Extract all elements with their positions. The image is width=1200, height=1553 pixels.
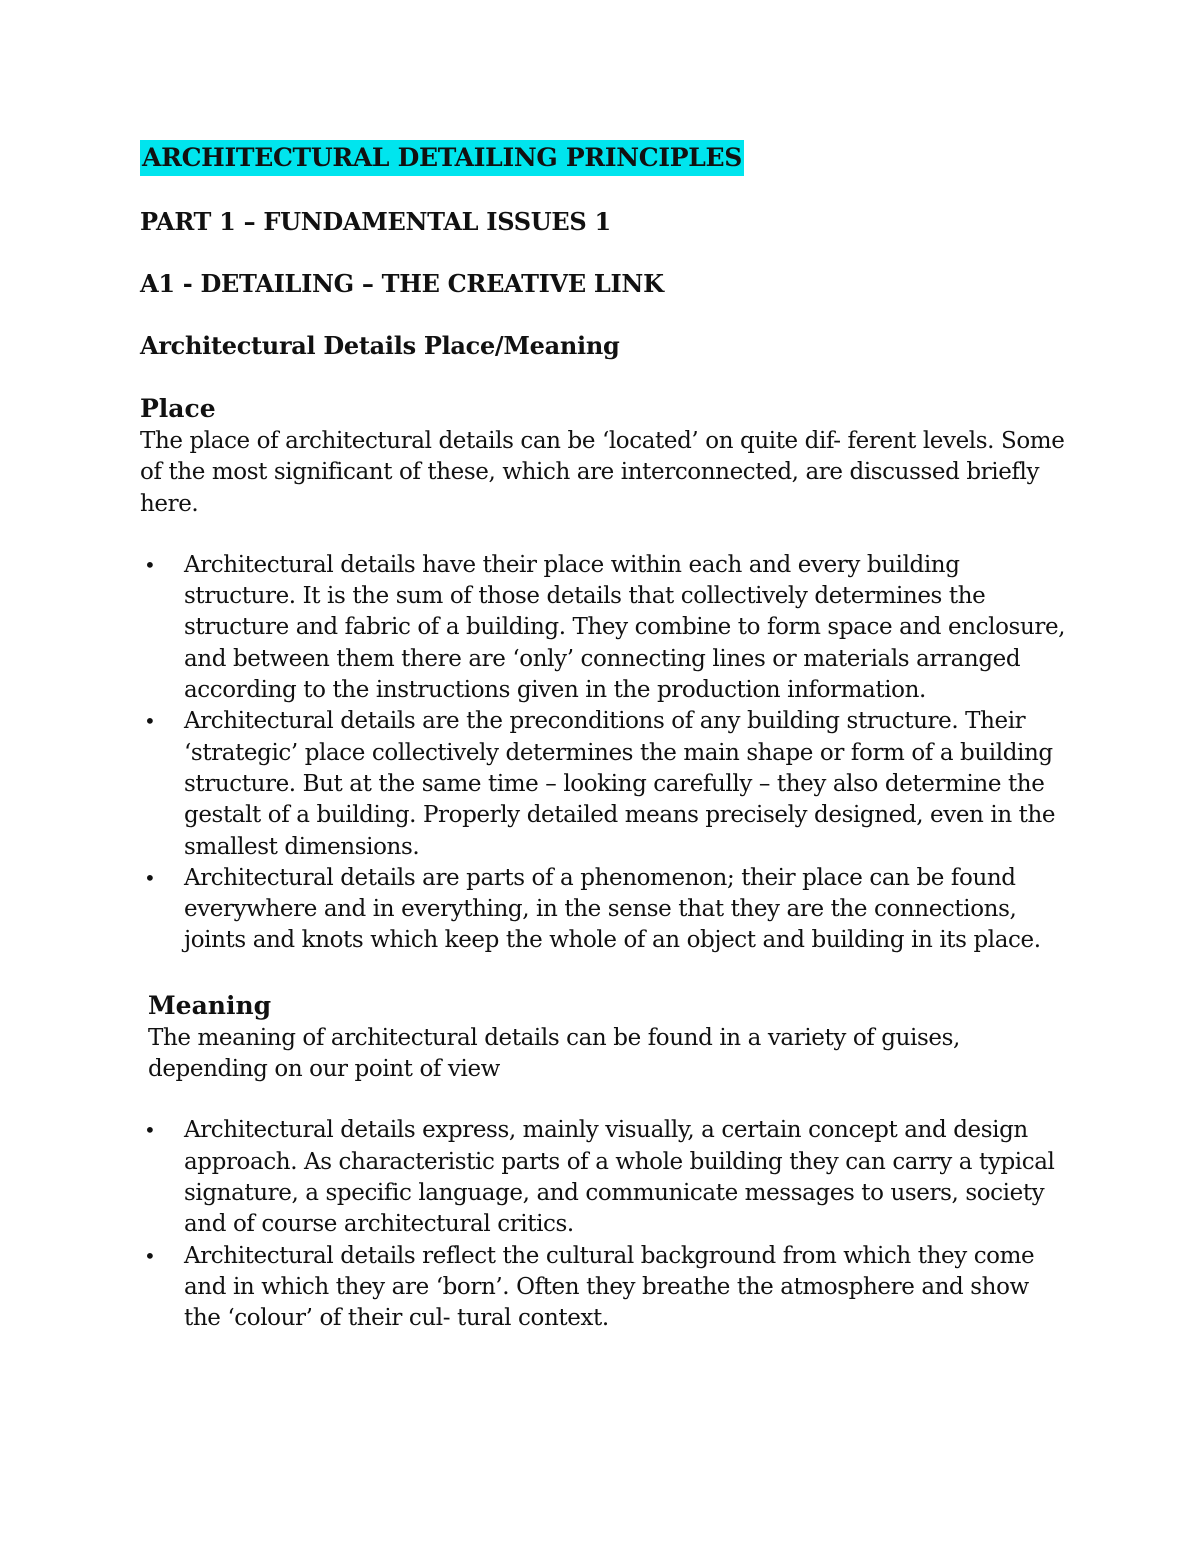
- bullet-icon: •: [144, 552, 156, 577]
- meaning-intro: The meaning of architectural details can be found in a variety of guises, depending on our point of view: [148, 1024, 960, 1083]
- document-title: ARCHITECTURAL DETAILING PRINCIPLES: [140, 140, 744, 176]
- list-item-text: Architectural details are parts of a phenomenon; their place can be found everywhere and in everything, in the sense that they are the connections, joints and knots which keep the whole of an object and building in its place.: [184, 864, 1041, 954]
- document-page: [140, 140, 1070, 1334]
- place-heading: Place: [140, 394, 216, 423]
- section-heading: Architectural Details Place/Meaning: [140, 331, 620, 360]
- list-item-text: Architectural details reflect the cultural background from which they come and in which they are ‘born’. Often they breathe the atmosphere and show the ‘colour’ of their cul- tural context.: [184, 1242, 1035, 1332]
- list-item-text: Architectural details are the preconditions of any building structure. Their ‘strategic’ place collectively determines the main shape or form of a building structure. But at the same time – looking carefully – they also determine the gestalt of a building. Properly detailed means precisely designed, even in the smallest dimensions.: [184, 708, 1056, 860]
- list-item-text: Architectural details express, mainly visually, a certain concept and design approach. As characteristic parts of a whole building they can carry a typical signature, a specific language, and communicate messages to users, society and of course architectural critics.: [184, 1117, 1055, 1238]
- bullet-icon: •: [144, 1118, 156, 1143]
- bullet-icon: •: [144, 1243, 156, 1268]
- list-item: [140, 550, 1070, 706]
- list-item: [140, 706, 1070, 862]
- place-intro: The place of architectural details can be ‘located’ on quite dif- ferent levels. Some of the most significant of these, which are interconnected, are discussed briefly here.: [140, 428, 1065, 517]
- list-item: [140, 1115, 1070, 1240]
- part-heading: PART 1 – FUNDAMENTAL ISSUES 1: [140, 207, 611, 236]
- bullet-icon: •: [144, 709, 156, 734]
- list-item: [140, 1241, 1070, 1335]
- meaning-heading: Meaning: [148, 990, 272, 1020]
- list-item-text: Architectural details have their place within each and every building structure. It is the sum of those details that collectively determines the structure and fabric of a building. They combine to form space and enclosure, and between them there are ‘only’ connecting lines or materials arranged according to the instructions given in the production information.: [184, 551, 1066, 704]
- bullet-icon: •: [144, 865, 156, 890]
- place-bullet-list: [140, 550, 1070, 957]
- chapter-heading: A1 - DETAILING – THE CREATIVE LINK: [140, 269, 664, 298]
- list-item: [140, 863, 1070, 957]
- meaning-bullet-list: [140, 1115, 1070, 1334]
